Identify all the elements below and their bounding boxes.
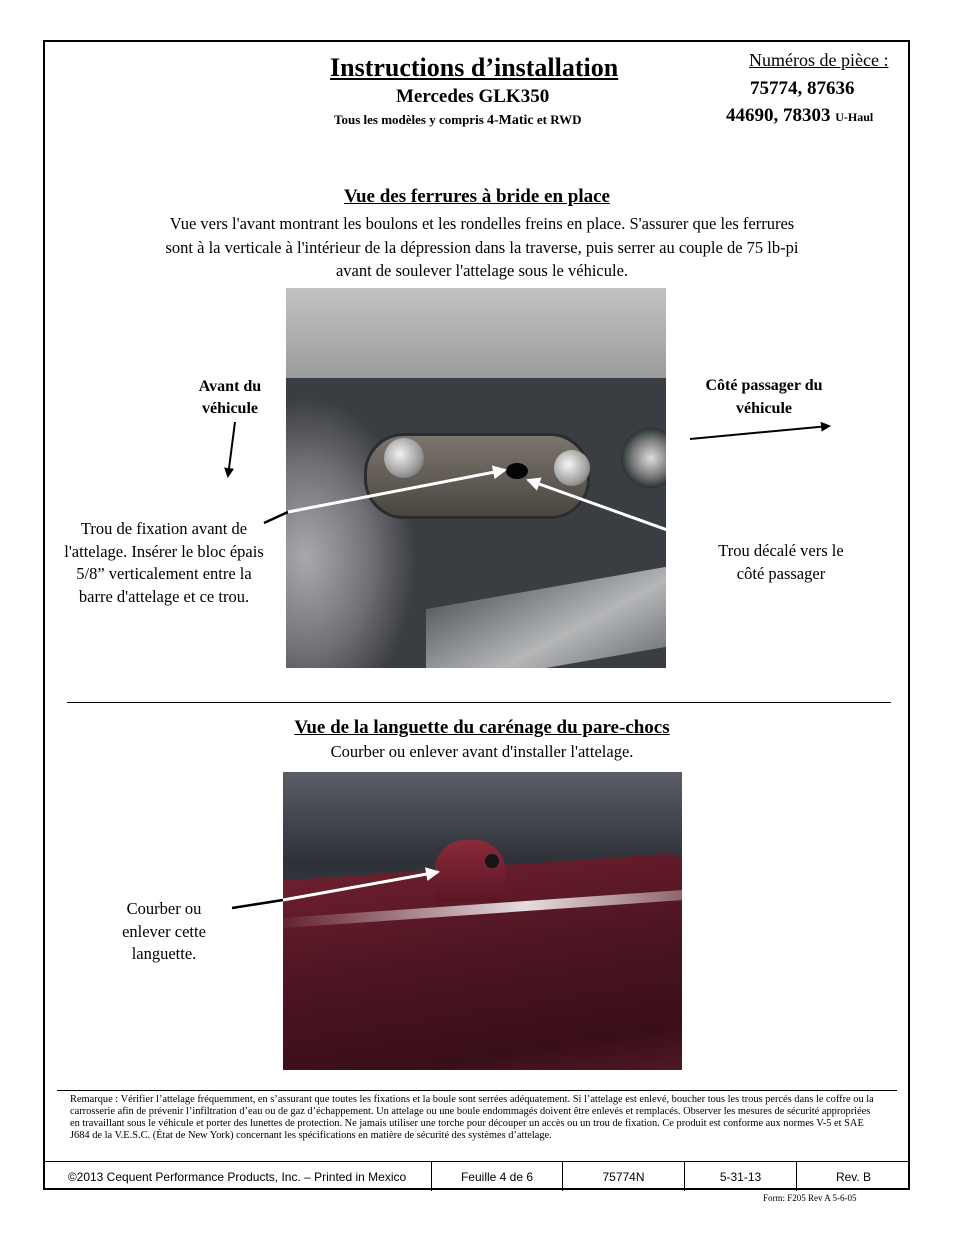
label-offset-hole: Trou décalé vers le côté passager xyxy=(718,541,844,583)
copyright-text: 2013 Cequent Performance Products, Inc. – Printed in Mexico xyxy=(76,1169,407,1184)
safety-note: Remarque : Vérifier l’attelage fréquemment, en s’assurant que toutes les fixations et la boule sont serrées adéquatement. Si l’attelage est enlevé, boucher tous les trous percés dans le coffre ou la carrosserie afin de prévenir l’infiltration d’eau ou de gaz d’échappement. Un attelage ou une boule endommagés doivent être enlevés et remplacés. Observer les mesures de sécurité appropriées en travaillant sous le véhicule et porter des lunettes de protection. Ne jamais utiliser une torche pour découper un accès ou un trou de fixation. Ce produit est conforme aux normes V-5 et SAE J684 de la V.E.S.C. (État de New York) concernant les spécifications en matière de sécurité des systèmes d’attelage. xyxy=(70,1094,874,1141)
arrow-front-hole-black xyxy=(264,512,288,523)
arrow-bend-tab xyxy=(283,872,438,900)
label-bend-tab: Courber ou enlever cette languette. xyxy=(122,899,206,963)
label-front-mounting-hole: Trou de fixation avant de l'attelage. Insérer le bloc épais 5/8” verticalement entre la barre d'attelage et ce trou. xyxy=(64,519,264,606)
form-id: Form: F205 Rev A 5-6-05 xyxy=(763,1193,857,1203)
page-title: Instructions d’installation xyxy=(330,53,619,82)
footer-date: 5-31-13 xyxy=(685,1162,797,1191)
section-1-title-text: Vue des ferrures à bride en place xyxy=(344,186,610,207)
label-vehicle-front: Avant du véhicule xyxy=(198,378,262,417)
models-note-part-a: Tous les modèles y compris xyxy=(334,112,487,127)
footer-table xyxy=(43,1161,910,1191)
part-numbers-label: Numéros de pièce : xyxy=(749,50,889,70)
section-2-title-text: Vue de la languette du carénage du pare-chocs xyxy=(294,717,670,738)
part-numbers-line-1: 75774, 87636 xyxy=(750,78,855,99)
arrow-offset-hole xyxy=(528,480,712,546)
arrow-passenger-side xyxy=(690,426,829,439)
footer-revision: Rev. B xyxy=(835,1169,872,1184)
section-2-text: Courber ou enlever avant d'installer l'attelage. xyxy=(330,742,634,761)
uhaul-label: U-Haul xyxy=(835,110,874,124)
note-divider xyxy=(57,1090,897,1091)
footer-doc-number: 75774N xyxy=(563,1162,685,1191)
arrow-vehicle-front xyxy=(228,422,235,476)
copyright-symbol: © xyxy=(67,1169,77,1184)
footer-sheet: Feuille 4 de 6 xyxy=(432,1162,563,1191)
section-1-text: Vue vers l'avant montrant les boulons et les rondelles freins en place. S'assurer que les ferrures sont à la verticale à l'intérieur de la dépression dans la traverse, puis serrer au couple de 75 lb-pi avant de soulever l'attelage sous le véhicule. xyxy=(165,214,799,280)
arrow-bend-tab-black xyxy=(232,900,283,908)
vehicle-model: Mercedes GLK350 xyxy=(396,86,550,107)
footer-copyright xyxy=(43,1162,432,1191)
label-passenger-side: Côté passager du véhicule xyxy=(705,377,823,417)
part-numbers-line-2-text: 44690, 78303 xyxy=(726,105,836,126)
models-note-part-b: 4-Matic xyxy=(487,113,534,128)
arrow-front-hole xyxy=(288,470,505,512)
models-note-part-c: et RWD xyxy=(533,112,582,127)
